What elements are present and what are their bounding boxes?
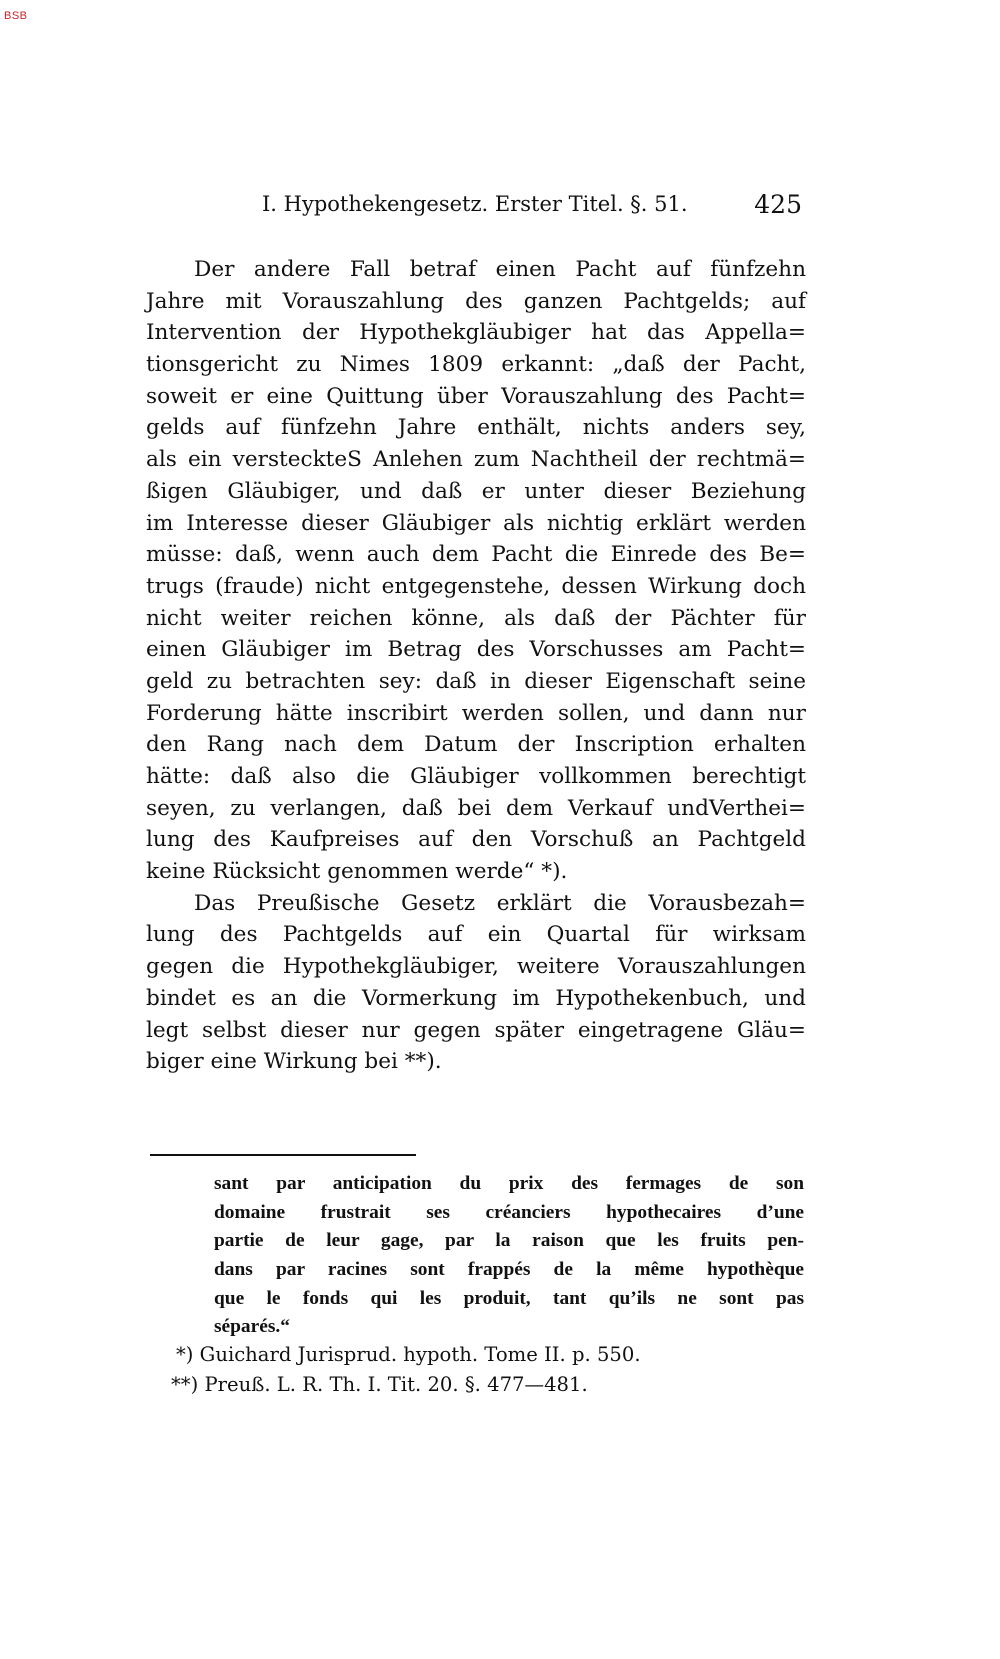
text-line: Intervention der Hypothekgläubiger hat das Appella= <box>146 320 806 346</box>
text-line: soweit er eine Quittung über Vorauszahlung des Pacht= <box>146 383 806 409</box>
text-line: als ein versteckteS Anlehen zum Nachtheil der rechtmä= <box>146 447 806 473</box>
running-title: I. Hypothekengesetz. Erster Titel. §. 51. <box>262 192 688 216</box>
text-line: biger eine Wirkung bei **). <box>146 1049 442 1075</box>
text-line: müsse: daß, wenn auch dem Pacht die Einrede des Be= <box>146 542 806 568</box>
text-line: lung des Pachtgelds auf ein Quartal für wirksam <box>146 922 806 948</box>
text-line: gegen die Hypothekgläubiger, weitere Vorauszahlungen <box>146 954 806 980</box>
footnote-line: dans par racines sont frappés de la même hypothèque <box>214 1259 804 1281</box>
footnotes <box>171 1340 776 1400</box>
text-line: nicht weiter reichen könne, als daß der Pächter für <box>146 605 806 631</box>
text-line: seyen, zu verlangen, daß bei dem Verkauf undVerthei= <box>146 795 806 821</box>
text-line: lung des Kaufpreises auf den Vorschuß an Pachtgeld <box>146 827 806 853</box>
text-line: legt selbst dieser nur gegen später eingetragene Gläu= <box>146 1017 806 1043</box>
footnote: **) Preuß. L. R. Th. I. Tit. 20. §. 477—481. <box>171 1373 588 1396</box>
text-line: hätte: daß also die Gläubiger vollkommen berechtigt <box>146 764 806 789</box>
text-line: trugs (fraude) nicht entgegenstehe, dessen Wirkung doch <box>146 573 806 599</box>
footnote-line: domaine frustrait ses créanciers hypothecaires d’une <box>214 1201 804 1223</box>
page-number: 425 <box>754 190 802 219</box>
text-line: ßigen Gläubiger, und daß er unter dieser Beziehung <box>146 478 806 504</box>
text-line: Das Preußische Gesetz erklärt die Vorausbezah= <box>194 890 806 916</box>
text-line: Der andere Fall betraf einen Pacht auf fünfzehn <box>194 257 806 282</box>
footnote-line: séparés.“ <box>214 1316 290 1338</box>
text-line: geld zu betrachten sey: daß in dieser Eigenschaft seine <box>146 668 806 694</box>
text-line: einen Gläubiger im Betrag des Vorschusses am Pacht= <box>146 637 806 663</box>
footnote-line: sant par anticipation du prix des fermages de son <box>214 1173 804 1194</box>
library-mark: BSB <box>4 10 28 22</box>
text-line: Forderung hätte inscribirt werden sollen, und dann nur <box>146 700 806 726</box>
text-line: im Interesse dieser Gläubiger als nichtig erklärt werden <box>146 510 806 536</box>
footnote-continuation <box>214 1170 804 1342</box>
text-line: bindet es an die Vormerkung im Hypothekenbuch, und <box>146 985 806 1011</box>
footnote-line: partie de leur gage, par la raison que les fruits pen- <box>214 1230 804 1252</box>
text-line: keine Rücksicht genommen werde“ *). <box>146 859 568 885</box>
text-line: gelds auf fünfzehn Jahre enthält, nichts anders sey, <box>146 415 806 441</box>
text-line: den Rang nach dem Datum der Inscription erhalten <box>146 732 806 758</box>
main-text <box>146 254 806 1078</box>
footnote: *) Guichard Jurisprud. hypoth. Tome II. p. 550. <box>176 1343 641 1366</box>
text-line: tionsgericht zu Nimes 1809 erkannt: „daß der Pacht, <box>146 352 806 378</box>
text-line: Jahre mit Vorauszahlung des ganzen Pachtgelds; auf <box>146 288 806 314</box>
footnote-separator <box>150 1154 416 1156</box>
running-header <box>262 190 802 222</box>
footnote-line: que le fonds qui les produit, tant qu’ils ne sont pas <box>214 1287 804 1309</box>
